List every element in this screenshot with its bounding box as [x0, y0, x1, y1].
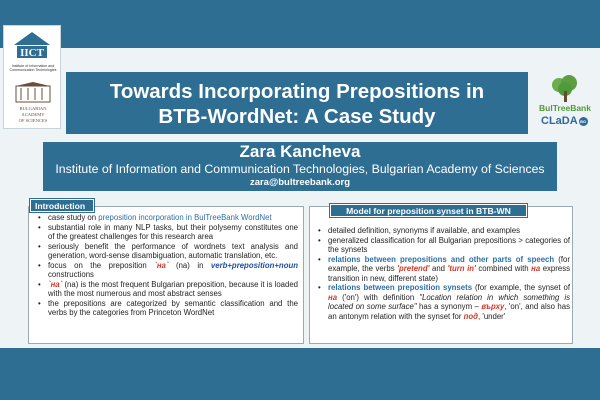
title-line-2: BTB-WordNet: A Case Study — [158, 105, 436, 128]
bultreebank-label: BulTreeBank — [539, 103, 591, 113]
list-item: • detailed definition, synonyms if available, and examples — [316, 226, 570, 236]
list-item: • relations between prepositions and other parts of speech (for example, the verbs 'pretend' and 'turn in' combined with на express transition in new, different state) — [316, 255, 570, 284]
list-item: • relations between preposition synsets (for example, the synset of на ('on') with definition "Location relation in which something is located on some surface" has a synonym – върху, 'on', and also has an antonym relation with the synset for под, 'under' — [316, 283, 570, 321]
list-item: • focus on the preposition `на` (na) in verb+preposition+noun constructions — [36, 261, 298, 280]
author-email: zara@bultreebank.org — [249, 177, 351, 188]
model-heading: Model for preposition synset in BTB-WN — [330, 204, 527, 217]
clada-label: CLaDA — [541, 115, 578, 127]
iict-logo-icon — [8, 29, 56, 63]
author-name: Zara Kancheva — [239, 142, 361, 161]
author-affiliation: Institute of Information and Communication Technologies, Bulgarian Academy of Sciences — [55, 162, 545, 176]
list-item: • substantial role in many NLP tasks, but their polysemy constitutes one of the greatest challenges for this research area — [36, 223, 298, 242]
svg-text:IICT: IICT — [20, 47, 44, 59]
svg-text:BULGARIAN: BULGARIAN — [19, 106, 47, 111]
poster-title — [66, 72, 528, 134]
clada-logo — [541, 115, 597, 127]
list-item: • the prepositions are categorized by semantic classification and the verbs by the categories from Princeton WordNet — [36, 299, 298, 318]
project-logos — [533, 75, 597, 137]
introduction-list — [36, 213, 298, 318]
list-item: • seriously benefit the performance of wordnets text analysis and generation, word-sense disambiguation, automatic translation, etc. — [36, 242, 298, 261]
institute-logos — [3, 25, 61, 129]
list-item: • `на` (na) is the most frequent Bulgarian preposition, because it is loaded with the most numerous and most abstract senses — [36, 280, 298, 299]
introduction-heading: Introduction — [30, 199, 94, 212]
svg-text:ACADEMY: ACADEMY — [21, 112, 45, 117]
model-list — [316, 226, 570, 321]
author-block — [43, 142, 557, 191]
academy-seal-icon — [8, 82, 58, 128]
svg-text:OF SCIENCES: OF SCIENCES — [18, 118, 48, 123]
list-item: • case study on preposition incorporation in BulTreeBank WordNet — [36, 213, 298, 223]
tree-logo-icon — [549, 75, 581, 103]
iict-caption: Institute of Information and Communication Technologies — [9, 64, 57, 73]
clada-badge: BG — [580, 118, 587, 124]
highlight-link: preposition incorporation in BulTreeBank WordNet — [98, 213, 272, 222]
title-line-1: Towards Incorporating Prepositions in — [109, 80, 485, 103]
list-item: • generalized classification for all Bulgarian prepositions > categories of the synsets — [316, 236, 570, 255]
